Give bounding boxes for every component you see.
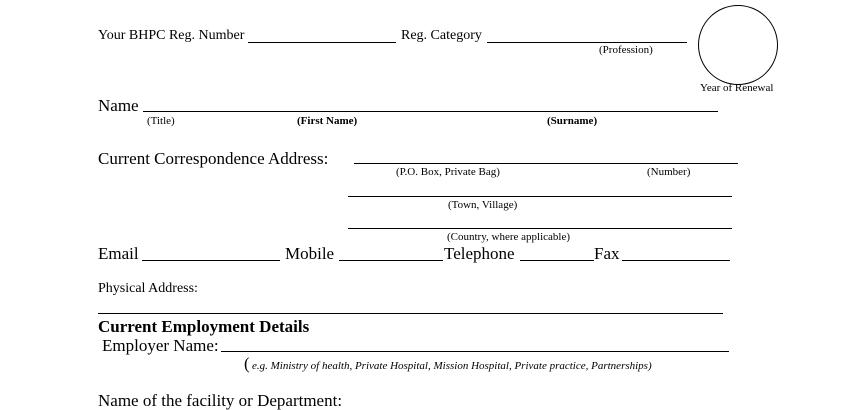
employment-heading: Current Employment Details <box>98 317 310 336</box>
number-caption: (Number) <box>647 166 691 178</box>
reg-category-field[interactable] <box>487 42 687 43</box>
employer-name-field[interactable] <box>221 351 729 352</box>
country-field[interactable] <box>348 228 732 229</box>
fax-field[interactable] <box>622 260 730 261</box>
employer-hint: e.g. Ministry of health, Private Hospital, Mission Hospital, Private practice, Partnerships) <box>252 360 652 372</box>
year-of-renewal-caption: Year of Renewal <box>700 82 774 94</box>
first-name-caption: (First Name) <box>297 115 358 127</box>
reg-number-label: Your BHPC Reg. Number <box>98 28 245 43</box>
reg-number-field[interactable] <box>248 42 396 43</box>
facility-label: Name of the facility or Department: <box>98 391 343 410</box>
po-box-field[interactable] <box>354 163 738 164</box>
employer-name-label: Employer Name: <box>102 336 219 355</box>
correspondence-address-label: Current Correspondence Address: <box>98 149 329 168</box>
town-caption: (Town, Village) <box>448 199 518 211</box>
po-box-caption: (P.O. Box, Private Bag) <box>396 166 500 178</box>
telephone-label: Telephone <box>444 244 515 263</box>
country-caption: (Country, where applicable) <box>447 231 570 243</box>
surname-caption: (Surname) <box>547 115 598 127</box>
profession-caption: (Profession) <box>599 44 653 56</box>
mobile-label: Mobile <box>285 244 335 263</box>
reg-category-label: Reg. Category <box>401 28 482 43</box>
physical-address-field[interactable] <box>98 313 723 314</box>
physical-address-label: Physical Address: <box>98 281 198 296</box>
email-field[interactable] <box>142 260 280 261</box>
name-field[interactable] <box>143 111 718 112</box>
year-of-renewal-circle[interactable] <box>698 5 778 85</box>
telephone-field[interactable] <box>520 260 594 261</box>
title-caption: (Title) <box>147 115 175 127</box>
fax-label: Fax <box>594 244 620 263</box>
name-label: Name <box>98 96 139 115</box>
mobile-field[interactable] <box>339 260 443 261</box>
employer-hint-paren: ( <box>244 354 250 373</box>
town-field[interactable] <box>348 196 732 197</box>
email-label: Email <box>98 244 139 263</box>
